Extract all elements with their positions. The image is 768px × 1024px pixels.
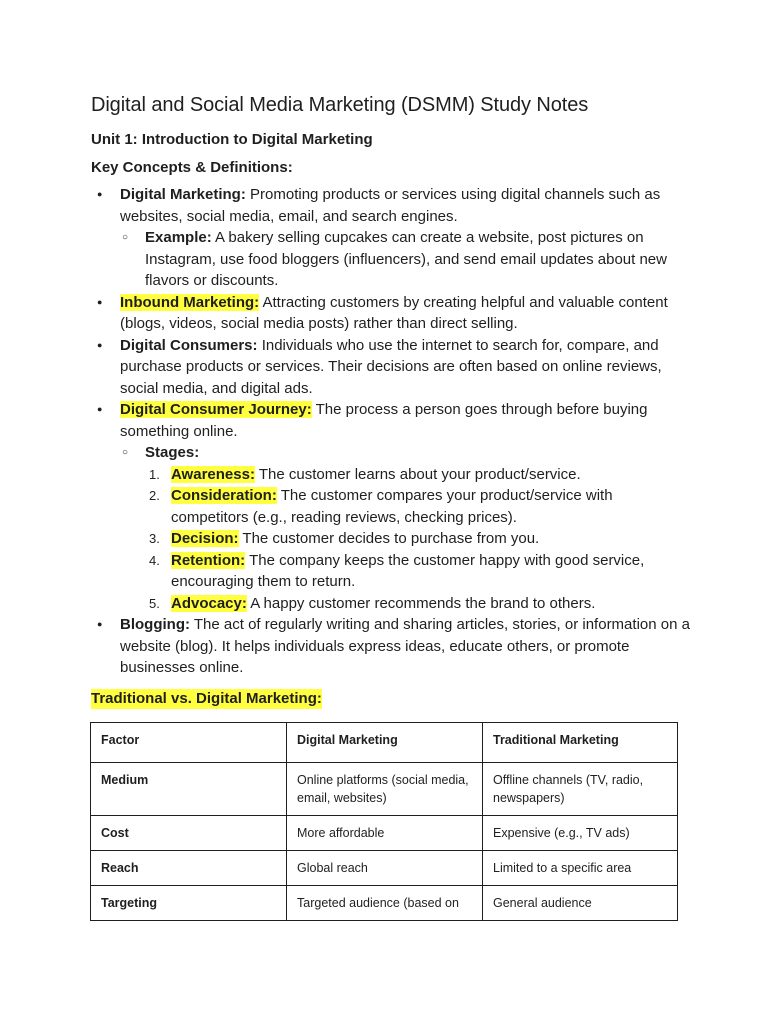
digital-cell: Global reach: [287, 851, 483, 886]
stage-item: [145, 464, 691, 486]
stages-label: Stages:: [145, 444, 200, 461]
stage-item: [145, 550, 691, 593]
stage-item: [145, 528, 691, 550]
key-concepts-heading: Key Concepts & Definitions:: [91, 159, 293, 176]
digital-cell: More affordable: [287, 816, 483, 851]
stage-text: The customer decides to purchase from you.: [238, 530, 540, 547]
stage-term: Advocacy:: [171, 594, 247, 612]
list-item-example: [120, 227, 691, 292]
term: Digital Consumers:: [120, 336, 258, 354]
header-cell: Factor: [91, 723, 287, 763]
sublist: [120, 227, 691, 292]
factor-cell: Medium: [91, 763, 287, 816]
term-highlighted: Inbound Marketing:: [120, 293, 260, 311]
traditional-cell: Limited to a specific area: [483, 851, 678, 886]
list-item-blogging: [91, 614, 691, 679]
factor-cell: Reach: [91, 851, 287, 886]
sublist: [120, 442, 691, 614]
list-item-stages: [120, 442, 691, 614]
term: Example:: [145, 229, 212, 246]
stage-term: Decision:: [171, 530, 239, 547]
list-item-digital-marketing: [91, 184, 691, 292]
definition: The act of regularly writing and sharing articles, stories, or information on a website (blog). It helps individuals express ideas, educate others, or promote businesses online.: [120, 616, 690, 676]
definition: A bakery selling cupcakes can create a website, post pictures on Instagram, use food bloggers (influencers), and send email updates about new flavors or discounts.: [145, 229, 667, 289]
document-content: [91, 92, 691, 709]
list-item-inbound-marketing: [91, 292, 691, 335]
header-cell: Traditional Marketing: [483, 723, 678, 763]
stage-number: 1.: [149, 466, 160, 482]
unit-heading: Unit 1: Introduction to Digital Marketing: [91, 131, 373, 148]
table-row: [91, 851, 678, 886]
digital-cell: Targeted audience (based on: [287, 886, 483, 921]
term-highlighted: Digital Consumer Journey:: [120, 401, 312, 418]
digital-cell: Online platforms (social media, email, websites): [287, 763, 483, 816]
list-item-consumer-journey: [91, 399, 691, 614]
stage-text: The customer compares your product/service with competitors (e.g., reading reviews, checking prices).: [171, 487, 613, 526]
table-row: [91, 886, 678, 921]
stage-text: The company keeps the customer happy with good service, encouraging them to return.: [171, 551, 645, 590]
definition: Attracting customers by creating helpful and valuable content (blogs, videos, social media posts) rather than direct selling.: [120, 293, 668, 332]
stages-list: [145, 464, 691, 615]
definition: The process a person goes through before buying something online.: [120, 401, 648, 440]
traditional-cell: Offline channels (TV, radio, newspapers): [483, 763, 678, 816]
stage-number: 4.: [149, 552, 160, 568]
table-row: [91, 763, 678, 816]
table-row: [91, 816, 678, 851]
table-heading: Traditional vs. Digital Marketing:: [91, 689, 322, 707]
stage-item: [145, 485, 691, 528]
list-item-digital-consumers: [91, 335, 691, 400]
stage-item: [145, 593, 691, 615]
term: Digital Marketing:: [120, 186, 246, 203]
stage-text: A happy customer recommends the brand to others.: [246, 594, 596, 612]
table-header-row: [91, 723, 678, 763]
traditional-cell: General audience: [483, 886, 678, 921]
stage-term: Consideration:: [171, 487, 277, 504]
factor-cell: Cost: [91, 816, 287, 851]
stage-term: Retention:: [171, 551, 246, 569]
stage-number: 3.: [149, 531, 160, 546]
concepts-list: [91, 184, 691, 679]
header-cell: Digital Marketing: [287, 723, 483, 763]
comparison-table: [90, 722, 678, 921]
stage-text: The customer learns about your product/service.: [254, 465, 581, 483]
stage-number: 2.: [149, 488, 160, 503]
stage-number: 5.: [149, 595, 160, 611]
definition: Promoting products or services using digital channels such as websites, social media, email, and search engines.: [120, 186, 661, 225]
traditional-cell: Expensive (e.g., TV ads): [483, 816, 678, 851]
factor-cell: Targeting: [91, 886, 287, 921]
stage-term: Awareness:: [171, 465, 255, 483]
document-title: Digital and Social Media Marketing (DSMM) Study Notes: [91, 94, 589, 116]
term: Blogging:: [120, 616, 190, 633]
definition: Individuals who use the internet to search for, compare, and purchase products or services. Their decisions are often based on online reviews, social media, and digital ads.: [120, 336, 662, 397]
